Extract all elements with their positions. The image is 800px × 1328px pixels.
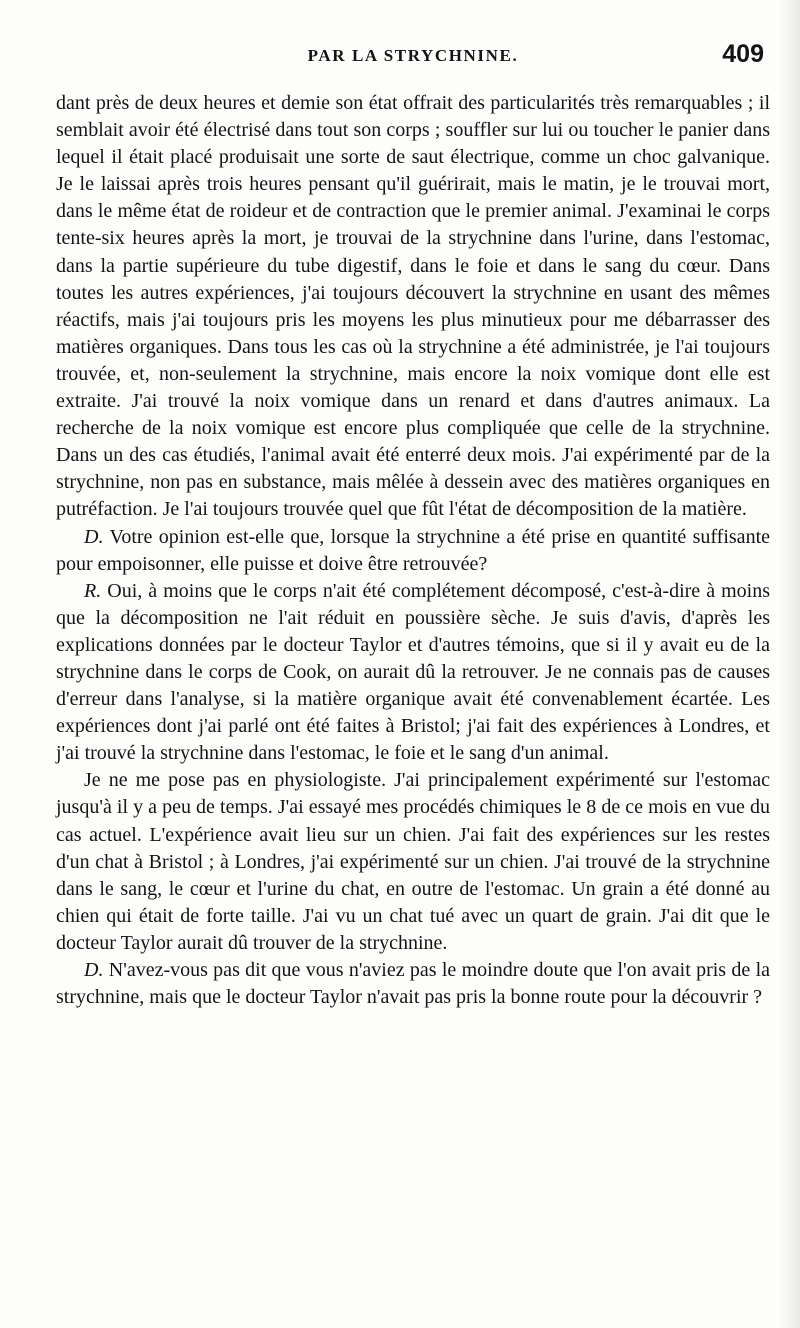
running-title: PAR LA STRYCHNINE. bbox=[307, 46, 519, 65]
paragraph-answer bbox=[56, 578, 770, 768]
speaker-label: D. bbox=[84, 525, 104, 548]
body-text bbox=[56, 90, 770, 1011]
paragraph-text: N'avez-vous pas dit que vous n'aviez pas le moindre doute que l'on avait pris de la strychnine, mais que le docteur Taylor n'avait pas pris la bonne route pour la découvrir ? bbox=[56, 959, 771, 1009]
paragraph-text: dant près de deux heures et demie son état offrait des particularités très remarquables ; il semblait avoir été électrisé dans tout son corps ; souffler sur lui ou toucher le panier dans lequel il était placé produisait une sorte de saut électrique, comme un choc galvanique. Je le laissai après trois heures pensant qu'il guérirait, mais le matin, je le trouvai mort, dans le même état de roideur et de contraction que le premier animal. J'examinai le corps tente-six heures après la mort, je trouvai de la strychnine dans l'urine, dans l'estomac, dans la partie supérieure du tube digestif, dans le foie et dans le sang du cœur. Dans toutes les autres expériences, j'ai toujours découvert la strychnine en usant des mêmes réactifs, mais j'ai toujours pris les moyens les plus minutieux pour me débarrasser des matières organiques. Dans tous les cas où la strychnine a été administrée, je l'ai toujours trouvée, et, non-seulement la strychnine, mais encore la noix vomique dont elle est extraite. J'ai trouvé la noix vomique dans un renard et dans d'autres animaux. La recherche de la noix vomique est encore plus compliquée que celle de la strychnine. Dans un des cas étudiés, l'animal avait été enterré deux mois. J'ai expérimenté par de la strychnine, non pas en substance, mais mêlée à dessein avec des matières organiques en putréfaction. Je l'ai toujours trouvée quel que fût l'état de décomposition de la matière. bbox=[56, 92, 770, 521]
paragraph-question bbox=[56, 524, 770, 578]
page-number: 409 bbox=[722, 40, 764, 68]
paragraph-testimony bbox=[56, 767, 770, 957]
paragraph-question bbox=[56, 957, 770, 1011]
speaker-label: R. bbox=[84, 579, 102, 602]
paragraph-text: Oui, à moins que le corps n'ait été complétement décomposé, c'est-à-dire à moins que la décomposition ne l'ait réduit en poussière sèche. Je suis d'avis, d'après les explications données par le docteur Taylor et d'autres témoins, que si il y avait eu de la strychnine dans le corps de Cook, on aurait dû la retrouver. Je ne connais pas de causes d'erreur dans l'analyse, si la matière organique avait été convenablement écartée. Les expériences dont j'ai parlé ont été faites à Bristol; j'ai fait des expériences à Londres, et j'ai trouvé la strychnine dans l'estomac, le foie et le sang d'un animal. bbox=[56, 579, 771, 765]
paragraph-continuation bbox=[56, 90, 770, 524]
running-head bbox=[56, 40, 770, 80]
speaker-label: D. bbox=[84, 959, 104, 981]
paragraph-text: Je ne me pose pas en physiologiste. J'ai principalement expérimenté sur l'estomac jusqu'à il y a peu de temps. J'ai essayé mes procédés chimiques le 8 de ce mois en vue du cas actuel. L'expérience avait lieu sur un chien. J'ai fait des expériences sur les restes d'un chat à Bristol ; à Londres, j'ai expérimenté sur un chien. J'ai trouvé de la strychnine dans le sang, le cœur et l'urine du chat, en outre de l'estomac. Un grain a été donné au chien qui était de forte taille. J'ai vu un chat tué avec un quart de grain. J'ai dit que le docteur Taylor aurait dû trouver de la strychnine. bbox=[56, 769, 770, 954]
paragraph-text: Votre opinion est-elle que, lorsque la strychnine a été prise en quantité suffisante pour empoisonner, elle puisse et doive être retrouvée? bbox=[56, 525, 770, 575]
